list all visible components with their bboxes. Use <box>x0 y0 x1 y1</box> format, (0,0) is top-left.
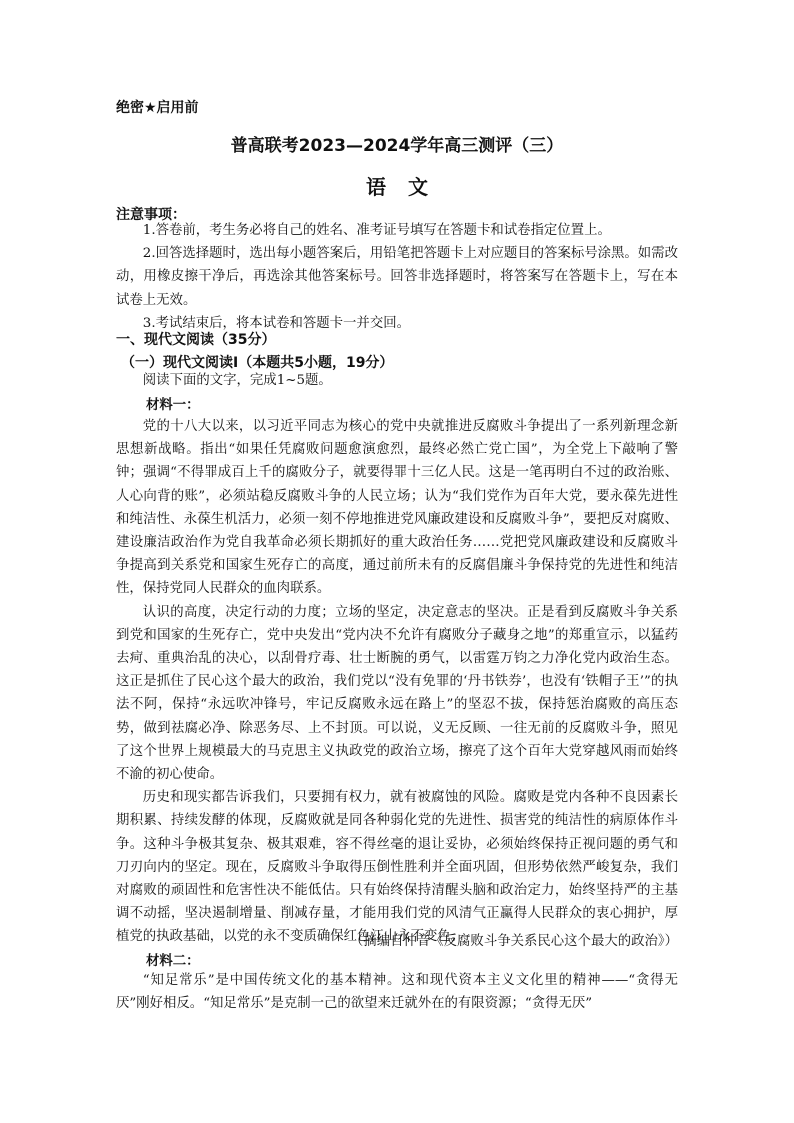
notice-heading: 注意事项： <box>116 207 186 223</box>
material-2-label: 材料二： <box>146 954 200 969</box>
notice-list <box>116 219 678 335</box>
section-heading: 一、现代文阅读（35分） <box>116 332 276 348</box>
paragraph: 党的十八大以来，以习近平同志为核心的党中央就推进反腐败斗争提出了一系列新理念新思想新战略。指出“如果任凭腐败问题愈演愈烈，最终必然亡党亡国”，为全党上下敲响了警钟；强调“不得罪成百上千的腐败分子，就要得罪十三亿人民。这是一笔再明白不过的政治账、人心向背的账”，必须站稳反腐败斗争的人民立场；认为“我们党作为百年大党，要永葆先进性和纯洁性、永葆生机活力，必须一刻不停地推进党风廉政建设和反腐败斗争”，要把反对腐败、建设廉洁政治作为党自我革命必须长期抓好的重大政治任务……党把党风廉政建设和反腐败斗争提高到关系党和国家生死存亡的高度，通过前所未有的反腐倡廉斗争保持党的先进性和纯洁性，保持党同人民群众的血肉联系。 <box>116 419 678 597</box>
material-1-source: （摘编自仲音《反腐败斗争关系民心这个最大的政治》） <box>349 934 678 949</box>
instruction: 阅读下面的文字，完成1~5题。 <box>142 373 332 388</box>
material-2-body <box>116 969 678 1015</box>
subject-title: 语文 <box>366 175 450 199</box>
exam-title: 普高联考2023—2024学年高三测评（三） <box>230 136 564 156</box>
confidential-mark: 绝密★启用前 <box>116 100 199 116</box>
paragraph: 历史和现实都告诉我们，只要拥有权力，就有被腐蚀的风险。腐败是党内各种不良因素长期积累、持续发酵的体现，反腐败就是同各种弱化党的先进性、损害党的纯洁性的病原体作斗争。这种斗争极其复杂、极其艰难，容不得丝毫的退让妥协，必须始终保持正视问题的勇气和刀刃向内的坚定。现在，反腐败斗争取得压倒性胜利并全面巩固，但形势依然严峻复杂，我们对腐败的顽固性和危害性决不能低估。只有始终保持清醒头脑和政治定力，始终坚持严的主基调不动摇，坚决遏制增量、削减存量，才能用我们党的风清气正赢得人民群众的衷心拥护，厚植党的执政基础，以党的永不变质确保红色江山永不变色。 <box>116 790 678 945</box>
subsection-heading: （一）现代文阅读Ⅰ（本题共5小题，19分） <box>121 355 394 371</box>
notice-item: 2.回答选择题时，选出每小题答案后，用铅笔把答题卡上对应题目的答案标号涂黑。如需改动，用橡皮擦干净后，再选涂其他答案标号。回答非选择题时，将答案写在答题卡上，写在本试卷上无效。 <box>116 246 678 308</box>
material-1-body <box>116 415 678 949</box>
paragraph: “知足常乐”是中国传统文化的基本精神。这和现代资本主义文化里的精神——“贪得无厌”刚好相反。“知足常乐”是克制一己的欲望来迁就外在的有限资源；“贪得无厌” <box>116 973 678 1012</box>
material-1-label: 材料一： <box>146 398 200 413</box>
notice-item: 1.答卷前，考生务必将自己的姓名、准考证号填写在答题卡和试卷指定位置上。 <box>142 223 611 238</box>
notice-item: 3.考试结束后，将本试卷和答题卡一并交回。 <box>142 315 410 331</box>
paragraph: 认识的高度，决定行动的力度；立场的坚定，决定意志的坚决。正是看到反腐败斗争关系到党和国家的生死存亡，党中央发出“党内决不允许有腐败分子藏身之地”的郑重宣示，以猛药去疴、重典治乱的决心，以刮骨疗毒、壮士断腕的勇气，以雷霆万钧之力净化党内政治生态。这正是抓住了民心这个最大的政治，我们党以“没有免罪的‘丹书铁券’，也没有‘铁帽子王’”的执法不阿，保持“永远吹冲锋号，牢记反腐败永远在路上”的坚忍不拔，保持惩治腐败的高压态势，做到祛腐必净、除恶务尽、上不封顶。可以说，义无反顾、一往无前的反腐败斗争，照见了这个世界上规模最大的马克思主义执政党的政治立场，擦亮了这个百年大党穿越风雨而始终不渝的初心使命。 <box>116 604 678 783</box>
